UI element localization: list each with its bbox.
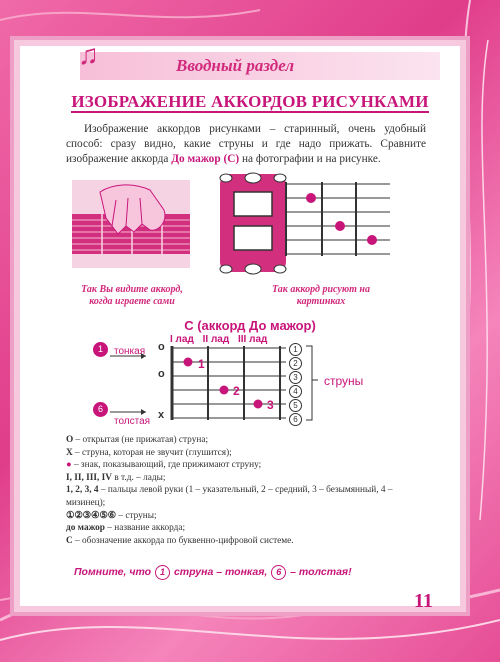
legend-item: до мажор – название аккорда;	[66, 523, 186, 534]
thick-label: толстая	[114, 416, 151, 427]
string-number: 5	[289, 399, 302, 412]
legend-item: I, II, III, IV в т.д. – лады;	[66, 472, 166, 483]
fret-label: III лад	[238, 334, 268, 345]
legend-item: X – струна, которая не звучит (глушится);	[66, 447, 232, 458]
string-number: 3	[289, 371, 302, 384]
music-notes-icon: ♫	[78, 40, 99, 71]
string-numbers	[288, 343, 302, 426]
intro-paragraph: Изображение аккордов рисунками – старинный, очень удобный способ: сразу видно, какие струны и где надо прижать. Сравните изображение аккорда До мажор (С) на фотографии и на рисунке.	[66, 123, 426, 165]
page-number: 11	[414, 590, 433, 612]
string-number: 6	[289, 413, 302, 426]
legend	[66, 434, 426, 547]
legend-item: С – обозначение аккорда по буквенно-цифровой системе.	[66, 535, 294, 546]
finger-number: 3	[267, 398, 274, 412]
chord-photo	[72, 180, 190, 268]
legend-item: 1, 2, 3, 4 – пальцы левой руки (1 – указательный, 2 – средний, 3 – безымянный, 4 – мизинец);	[66, 485, 393, 508]
chord-title: С (аккорд До мажор)	[184, 318, 316, 333]
string-1-badge: 1	[93, 342, 108, 357]
section-title: Вводный раздел	[176, 56, 295, 75]
string-number: 4	[289, 385, 302, 398]
string-1-circle: 1	[155, 565, 170, 580]
strings-label: струны	[324, 374, 364, 388]
open-mark: o	[158, 368, 165, 380]
finger-number: 1	[198, 357, 205, 371]
open-mark: o	[158, 341, 165, 353]
finger-number: 2	[233, 384, 240, 398]
chord-diagram-small	[214, 170, 394, 278]
diagram-caption: Так аккорд рисуют на картинках	[272, 284, 370, 307]
remember-note: Помните, что 1 струна – тонкая, 6 – толстая!	[74, 566, 352, 578]
thin-label: тонкая	[114, 346, 146, 357]
legend-item: ①②③④⑤⑥ – струны;	[66, 510, 157, 521]
string-number: 2	[289, 357, 302, 370]
fret-label: I лад	[170, 334, 194, 345]
string-number: 1	[289, 343, 302, 356]
string-6-badge: 6	[93, 402, 108, 417]
photo-caption: Так Вы видите аккорд, когда играете сами	[81, 284, 183, 307]
string-6-circle: 6	[271, 565, 286, 580]
legend-item: O – открытая (не прижатая) струна;	[66, 435, 209, 445]
legend-item: ● – знак, показывающий, где прижимают струну;	[66, 460, 262, 471]
page-title: ИЗОБРАЖЕНИЕ АККОРДОВ РИСУНКАМИ	[71, 92, 429, 111]
fret-label: II лад	[202, 334, 230, 345]
mute-mark: x	[158, 409, 165, 421]
